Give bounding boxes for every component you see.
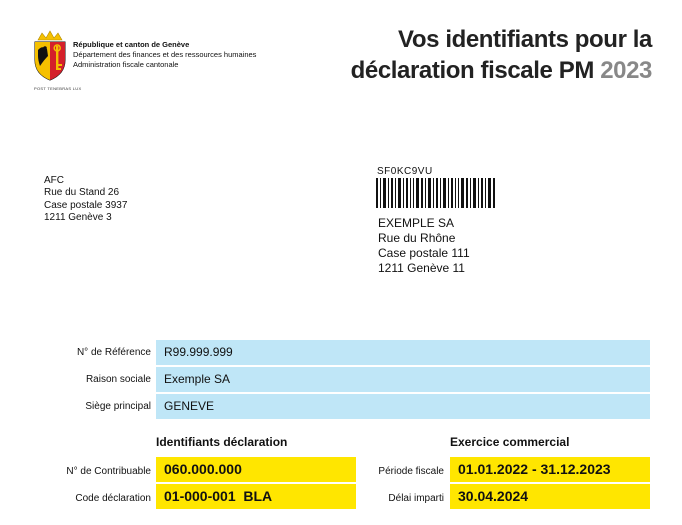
sender-line: AFC <box>44 175 64 186</box>
barcode-icon <box>376 178 496 208</box>
fiscal-period-field: 01.01.2022 - 31.12.2023 <box>450 457 650 482</box>
org-administration: Administration fiscale cantonale <box>73 60 179 69</box>
sender-line: 1211 Genève 3 <box>44 212 112 224</box>
sender-address <box>44 175 127 225</box>
page-title <box>351 24 652 86</box>
fiscal-year-heading: Exercice commercial <box>450 435 570 449</box>
seat-label: Siège principal <box>85 401 151 412</box>
recipient-line: Case postale 111 <box>378 246 470 260</box>
recipient-line: EXEMPLE SA <box>378 216 455 230</box>
sender-line: Case postale 3937 <box>44 199 128 211</box>
org-department: Département des finances et des ressources humaines <box>73 50 257 59</box>
declaration-code-field: 01-000-001 BLA <box>156 484 356 509</box>
title-text: déclaration fiscale PM <box>350 57 594 84</box>
company-name-field: Exemple SA <box>156 367 650 392</box>
deadline-label: Délai imparti <box>388 493 444 504</box>
org-name: République et canton de Genève <box>73 40 190 49</box>
fiscal-period-label: Période fiscale <box>378 466 444 477</box>
motto: POST TENEBRAS LUX <box>34 86 82 91</box>
geneva-coat-of-arms-icon <box>30 30 70 82</box>
reference-label: N° de Référence <box>76 347 151 358</box>
identifiers-heading: Identifiants déclaration <box>156 435 288 449</box>
seat-field: GENEVE <box>156 394 650 419</box>
reference-field: R99.999.999 <box>156 340 650 365</box>
title-line-2 <box>351 55 652 86</box>
organization-block <box>73 40 256 70</box>
recipient-address <box>378 216 470 276</box>
title-year: 2023 <box>600 57 652 84</box>
taxpayer-number-field: 060.000.000 <box>156 457 356 482</box>
company-name-label: Raison sociale <box>85 374 151 385</box>
recipient-line: Rue du Rhône <box>378 231 456 245</box>
taxpayer-number-label: N° de Contribuable <box>66 466 151 477</box>
sender-line: Rue du Stand 26 <box>44 187 120 199</box>
recipient-line: 1211 Genève 11 <box>378 261 465 275</box>
title-line-1: Vos identifiants pour la <box>398 26 652 53</box>
deadline-field: 30.04.2024 <box>450 484 650 509</box>
declaration-code-label: Code déclaration <box>75 493 151 504</box>
barcode-code: SF0KC9VU <box>377 166 433 177</box>
